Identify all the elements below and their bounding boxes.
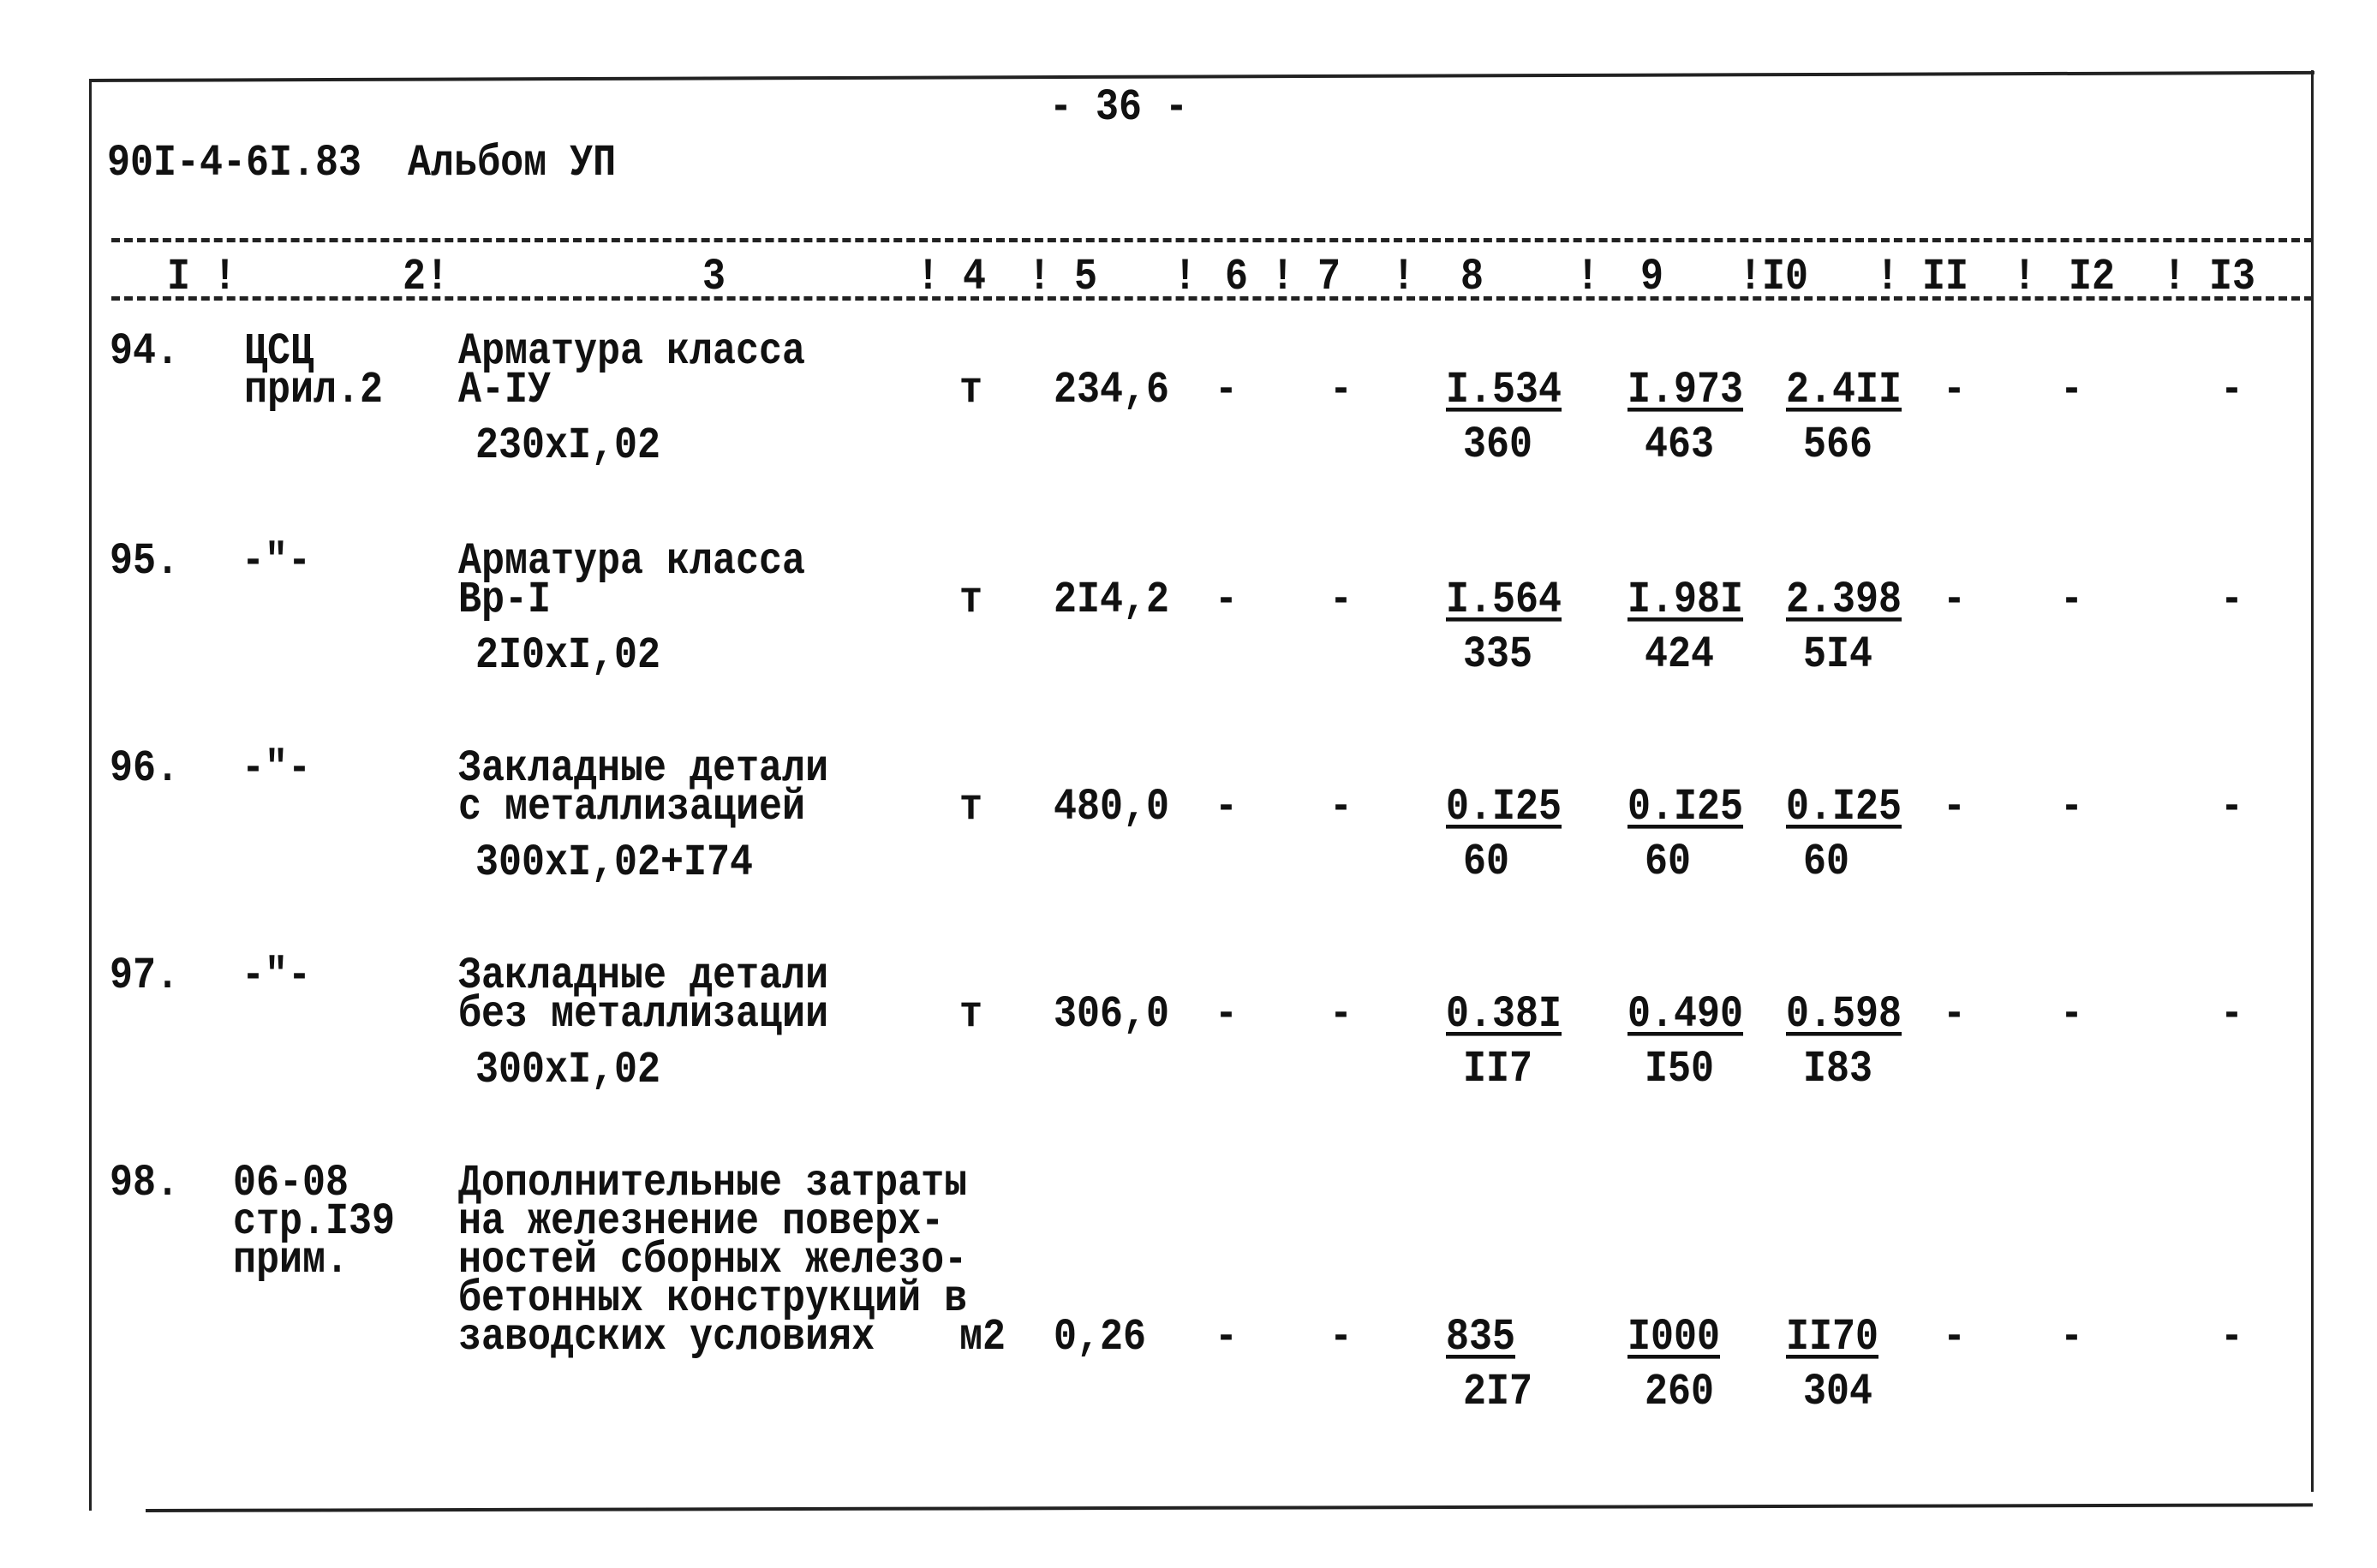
- row-calculation: 300хI,02+I74: [475, 838, 754, 889]
- row-c9-numerator: 0.I25: [1627, 782, 1744, 833]
- row-description: ностей сборных железо-: [458, 1235, 968, 1286]
- row-col12: -: [2060, 575, 2084, 626]
- header-column-label: ! I3: [2163, 252, 2256, 303]
- row-col11: -: [1943, 1312, 1967, 1363]
- row-col6: -: [1215, 575, 1239, 626]
- row-col11: -: [1943, 989, 1967, 1040]
- row-unit: т: [959, 989, 983, 1040]
- header-column-label: !: [1392, 252, 1416, 303]
- row-c10-numerator: 2.398: [1786, 575, 1902, 626]
- header-column-label: 2!: [403, 252, 450, 303]
- row-col13: -: [2220, 782, 2244, 833]
- row-c8-numerator: 835: [1446, 1312, 1516, 1363]
- row-col7: -: [1329, 365, 1353, 416]
- row-c9-numerator: I000: [1627, 1312, 1721, 1363]
- row-c10-denominator: 304: [1803, 1367, 1873, 1418]
- row-c9-denominator: 424: [1645, 629, 1715, 681]
- row-number: 94.: [110, 326, 180, 378]
- row-c8-denominator: 335: [1463, 629, 1533, 681]
- row-description: Закладные детали: [458, 743, 829, 795]
- header-column-label: !: [1174, 252, 1197, 303]
- row-number: 95.: [110, 536, 180, 587]
- row-c8-denominator: II7: [1463, 1044, 1533, 1095]
- row-reference: -"-: [242, 536, 312, 587]
- row-col6: -: [1215, 1312, 1239, 1363]
- row-col11: -: [1943, 782, 1967, 833]
- row-description: бетонных конструкций в: [458, 1273, 968, 1325]
- row-c9-denominator: 260: [1645, 1367, 1715, 1418]
- row-price: 0,26: [1054, 1312, 1147, 1363]
- row-col12: -: [2060, 1312, 2084, 1363]
- row-c10-numerator: 2.4II: [1786, 365, 1902, 416]
- row-col7: -: [1329, 989, 1353, 1040]
- header-column-label: 8: [1460, 252, 1484, 303]
- row-c9-numerator: I.973: [1627, 365, 1744, 416]
- row-reference: прил.2: [244, 365, 384, 416]
- row-price: 306,0: [1054, 989, 1170, 1040]
- row-c8-numerator: 0.I25: [1446, 782, 1562, 833]
- row-c10-denominator: 60: [1803, 837, 1850, 888]
- row-calculation: 2I0хI,02: [475, 630, 661, 682]
- row-c9-denominator: I50: [1645, 1044, 1715, 1095]
- row-c8-numerator: I.564: [1446, 575, 1562, 626]
- row-col6: -: [1215, 782, 1239, 833]
- row-description: А-IУ: [458, 365, 552, 416]
- header-column-label: I !: [167, 252, 237, 303]
- header-column-label: !: [2013, 252, 2037, 303]
- row-c9-numerator: I.98I: [1627, 575, 1744, 626]
- row-description: Арматура класса: [458, 326, 806, 378]
- row-col13: -: [2220, 989, 2244, 1040]
- row-c8-denominator: 2I7: [1463, 1367, 1533, 1418]
- row-col13: -: [2220, 365, 2244, 416]
- frame-left-border: [89, 82, 92, 1511]
- row-reference: стр.I39: [233, 1196, 396, 1248]
- row-reference: -"-: [242, 951, 312, 1002]
- row-description: Арматура класса: [458, 536, 806, 587]
- row-c9-denominator: 60: [1645, 837, 1692, 888]
- row-col13: -: [2220, 1312, 2244, 1363]
- row-c8-denominator: 360: [1463, 420, 1533, 471]
- frame-bottom-border: [146, 1503, 2313, 1512]
- header-column-label: !: [1576, 252, 1600, 303]
- header-column-label: 6 ! 7: [1225, 252, 1341, 303]
- doc-title: 90I-4-6I.83 Альбом УП: [107, 138, 617, 189]
- header-column-label: ! 5: [1028, 252, 1098, 303]
- row-c10-denominator: I83: [1803, 1044, 1873, 1095]
- row-c8-numerator: I.534: [1446, 365, 1562, 416]
- row-col6: -: [1215, 989, 1239, 1040]
- row-col12: -: [2060, 989, 2084, 1040]
- row-reference: прим.: [233, 1235, 349, 1286]
- row-col7: -: [1329, 1312, 1353, 1363]
- row-c10-numerator: II70: [1786, 1312, 1879, 1363]
- header-column-label: ! II: [1876, 252, 1969, 303]
- row-number: 97.: [110, 951, 180, 1002]
- row-number: 96.: [110, 743, 180, 795]
- row-reference: ЦСЦ: [244, 326, 314, 378]
- row-c9-numerator: 0.490: [1627, 989, 1744, 1040]
- row-col6: -: [1215, 365, 1239, 416]
- row-description: заводских условиях: [458, 1312, 875, 1363]
- row-c10-denominator: 566: [1803, 420, 1873, 471]
- row-col7: -: [1329, 575, 1353, 626]
- header-column-label: 9: [1640, 252, 1664, 303]
- header-column-label: ! 4: [917, 252, 987, 303]
- row-col12: -: [2060, 365, 2084, 416]
- row-col11: -: [1943, 365, 1967, 416]
- row-col12: -: [2060, 782, 2084, 833]
- row-description: Дополнительные затраты: [458, 1158, 968, 1209]
- header-column-label: I2: [2069, 252, 2116, 303]
- row-col11: -: [1943, 575, 1967, 626]
- row-c8-numerator: 0.38I: [1446, 989, 1562, 1040]
- row-unit: т: [959, 782, 983, 833]
- frame-top-border: [89, 71, 2314, 82]
- row-price: 2I4,2: [1054, 575, 1170, 626]
- row-col7: -: [1329, 782, 1353, 833]
- row-number: 98.: [110, 1158, 180, 1209]
- frame-right-border: [2311, 70, 2314, 1492]
- row-c9-denominator: 463: [1645, 420, 1715, 471]
- row-unit: т: [959, 575, 983, 626]
- row-c10-denominator: 5I4: [1803, 629, 1873, 681]
- header-column-label: 3: [702, 252, 726, 303]
- row-c10-numerator: 0.I25: [1786, 782, 1902, 833]
- row-description: без металлизации: [458, 989, 829, 1040]
- row-unit: м2: [959, 1312, 1006, 1363]
- row-calculation: 230хI,02: [475, 420, 661, 472]
- row-calculation: 300хI,02: [475, 1045, 661, 1096]
- row-description: на железнение поверх-: [458, 1196, 945, 1248]
- row-c10-numerator: 0.598: [1786, 989, 1902, 1040]
- row-description: с металлизацией: [458, 782, 806, 833]
- header-column-label: !I0: [1739, 252, 1809, 303]
- header-top-rule: [111, 238, 2313, 242]
- row-description: Вр-I: [458, 575, 552, 626]
- row-c8-denominator: 60: [1463, 837, 1510, 888]
- row-unit: т: [959, 365, 983, 416]
- row-price: 480,0: [1054, 782, 1170, 833]
- row-reference: 06-08: [233, 1158, 349, 1209]
- row-price: 234,6: [1054, 365, 1170, 416]
- row-reference: -"-: [242, 743, 312, 795]
- page-number: - 36 -: [1049, 82, 1189, 134]
- row-col13: -: [2220, 575, 2244, 626]
- row-description: Закладные детали: [458, 951, 829, 1002]
